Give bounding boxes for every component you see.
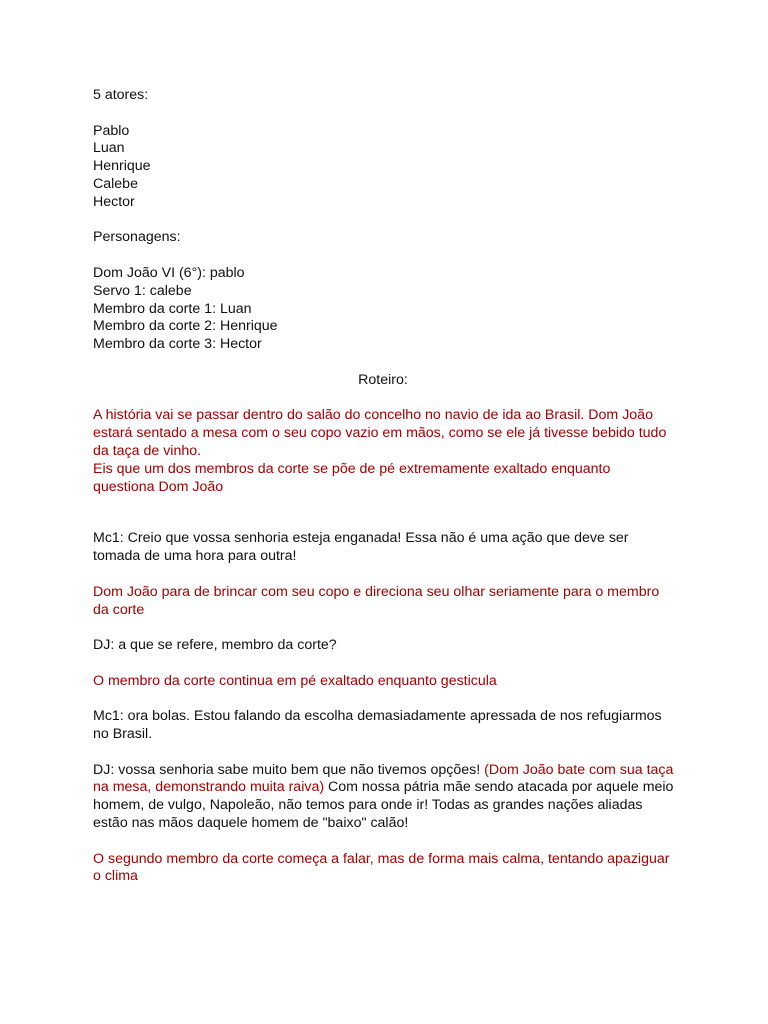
dialogue-text: Com nossa pátria mãe sendo atacada por aquele meio	[324, 779, 674, 796]
dialogue-line: no Brasil.	[93, 726, 153, 743]
character-item: Membro da corte 1: Luan	[93, 300, 252, 317]
character-item: Membro da corte 2: Henrique	[93, 318, 278, 335]
character-item: Membro da corte 3: Hector	[93, 336, 262, 353]
stage-line: o clima	[93, 868, 138, 885]
dialogue-line: Mc1: Creio que vossa senhoria esteja enganada! Essa não é uma ação que deve ser	[93, 530, 629, 547]
actor-item: Henrique	[93, 158, 151, 175]
stage-line: da corte	[93, 601, 145, 618]
dialogue-mc1-2	[93, 708, 683, 744]
actors-heading: 5 atores:	[93, 87, 149, 103]
characters-heading: Personagens:	[93, 229, 181, 246]
stage-line: Eis que um dos membros da corte se põe de pé extremamente exaltado enquanto	[93, 460, 611, 477]
character-item: Servo 1: calebe	[93, 282, 192, 299]
dialogue-dj-1: DJ: a que se refere, membro da corte?	[93, 637, 337, 654]
characters-list	[93, 265, 683, 354]
actor-item: Hector	[93, 193, 135, 210]
dialogue-mc1-1	[93, 530, 683, 566]
stage-direction-4	[93, 851, 683, 887]
inline-stage-direction: (Dom João bate com sua taça	[484, 761, 674, 778]
stage-direction-intro	[93, 407, 683, 496]
actor-item: Pablo	[93, 122, 130, 139]
stage-line: questiona Dom João	[93, 478, 224, 495]
dialogue-line	[93, 762, 683, 780]
dialogue-text: DJ: vossa senhoria sabe muito bem que não tivemos opções!	[93, 761, 485, 778]
actor-item: Calebe	[93, 175, 138, 192]
character-item: Dom João VI (6°): pablo	[93, 264, 245, 281]
actors-list	[93, 123, 683, 212]
stage-line: A história vai se passar dentro do salão do concelho no navio de ida ao Brasil. Dom João	[93, 407, 653, 424]
stage-line: da taça de vinho.	[93, 442, 202, 459]
dialogue-line	[93, 779, 683, 797]
dialogue-line: Mc1: ora bolas. Estou falando da escolha demasiadamente apressada de nos refugiarmos	[93, 708, 662, 725]
stage-line: O segundo membro da corte começa a falar, mas de forma mais calma, tentando apaziguar	[93, 850, 670, 867]
dialogue-line: tomada de uma hora para outra!	[93, 548, 297, 565]
dialogue-dj-2	[93, 762, 683, 833]
script-heading: Roteiro:	[358, 371, 408, 388]
stage-line: estará sentado a mesa com o seu copo vazio em mãos, como se ele já tivesse bebido tudo	[93, 425, 667, 442]
dialogue-line: estão nas mãos daquele homem de "baixo" calão!	[93, 815, 409, 832]
stage-direction-2	[93, 584, 683, 620]
stage-direction-3: O membro da corte continua em pé exaltado enquanto gesticula	[93, 672, 497, 689]
document-content	[93, 87, 683, 886]
stage-line: Dom João para de brincar com seu copo e direciona seu olhar seriamente para o membro	[93, 583, 660, 600]
inline-stage-direction: na mesa, demonstrando muita raiva)	[93, 779, 325, 796]
dialogue-line: homem, de vulgo, Napoleão, não temos para onde ir! Todas as grandes nações aliadas	[93, 797, 643, 814]
actor-item: Luan	[93, 140, 125, 157]
